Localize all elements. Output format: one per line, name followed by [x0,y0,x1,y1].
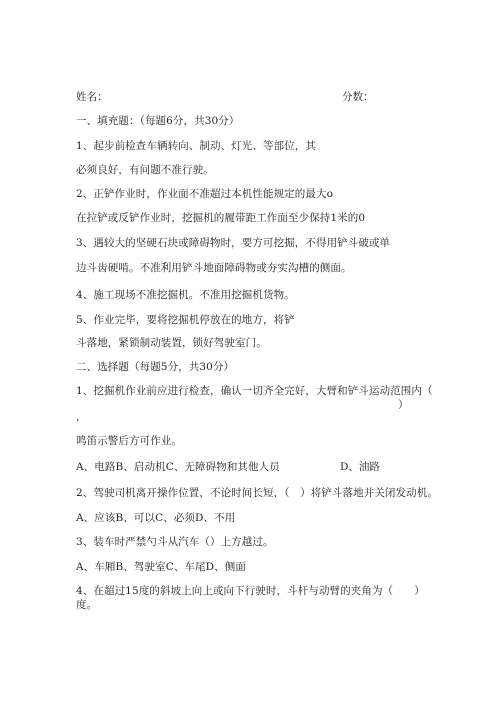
section1-title: 一、填充题：（每题6分，共30分） [76,115,240,127]
s1-q3-line2: 边斗齿硬啃。不准利用铲斗地面障碍物或夯实沟槽的侧面。 [76,262,352,274]
s1-q5-line2: 斗落地，紧锁制动装置，锁好驾驶室门。 [76,337,267,349]
s2-q4-line2: 度。 [76,599,98,611]
s2-q1-line1: 1、挖掘机作业前应进行检查，确认一切齐全完好，大臂和铲斗运动范围内（ [76,385,433,397]
s2-q1-paren: ） [398,399,409,411]
s2-q4-line1: 4、在超过15度的斜坡上向上或向下行驶时，斗杆与动臂的夹角为（ ） [76,585,425,597]
section2-title: 二、选择题（每题5分，共30分） [76,361,235,373]
s2-q2-line1: 2、驾驶司机离开操作位置，不论时间长短，（ ）将铲斗落地并关闭发动机。 [76,487,438,499]
s1-q1-line2: 必须良好，有问题不准行驶。 [76,164,214,176]
s2-q3-options: A、车厢B、驾驶室C、车尾D、侧面 [76,561,246,573]
s2-q1-option-d: D、油路 [340,461,380,473]
s1-q3-line1: 3、遇较大的坚硬石块或障碍物时，要方可挖掘，不得用铲斗破或单 [76,237,391,249]
s2-q1-comma: ， [76,411,87,423]
s1-q2-line1: 2、正铲作业时，作业面不准超过本机性能规定的最大o [76,188,334,200]
s1-q5-line1: 5、作业完毕，要将挖掘机停放在的地方，将铲 [76,314,295,326]
s1-q4-line1: 4、施工现场不准挖掘机。不准用挖掘机货物。 [76,289,295,301]
s1-q1-line1: 1、起步前检查车辆转向、制动、灯光、等部位，其 [76,140,316,152]
score-label: 分数： [342,91,374,103]
s2-q2-options: A、应该B、可以C、必须D、不用 [76,512,236,524]
name-label: 姓名： [76,91,108,103]
s1-q2-line2: 在拉铲或反铲作业时，挖掘机的履带距工作面至少保持1米的0 [76,212,366,224]
s2-q3-line1: 3、装车时严禁勺斗从汽车（）上方越过。 [76,536,274,548]
s2-q1-options: A、电路B、启动机C、无障碍物和其他人员 [76,461,280,473]
s2-q1-line2: 鸣笛示警后方可作业。 [76,435,182,447]
